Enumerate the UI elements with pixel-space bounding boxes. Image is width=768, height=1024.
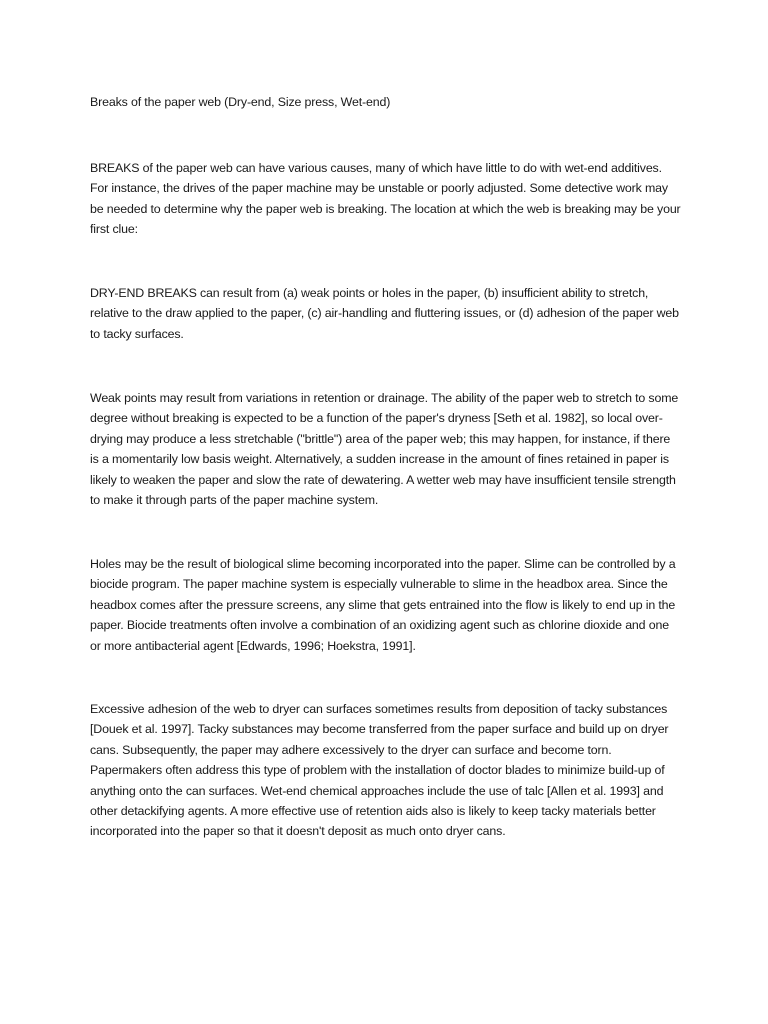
paragraph-weak-points: Weak points may result from variations in retention or drainage. The ability of the paper web to stretch to some degree without breaking is expected to be a function of the paper's dryness [Seth et al. 1982], so local over-drying may produce a less stretchable ("brittle") area of the paper web; this may happen, for instance, if there is a momentarily low basis weight. Alternatively, a sudden increase in the amount of fines retained in paper is likely to weaken the paper and slow the rate of dewatering. A wetter web may have insufficient tensile strength to make it through parts of the paper machine system.: [90, 391, 679, 508]
document-title: Breaks of the paper web (Dry-end, Size press, Wet-end): [90, 95, 391, 109]
paragraph-excessive-adhesion: Excessive adhesion of the web to dryer can surfaces sometimes results from deposition of tacky substances [Douek et al. 1997]. Tacky substances may become transferred from the paper surface and build up on dryer cans. Subsequently, the paper may adhere excessively to the dryer can surface and become torn. Papermakers often address this type of problem with the installation of doctor blades to minimize build-up of anything onto the can surfaces. Wet-end chemical approaches include the use of talc [Allen et al. 1993] and other detackifying agents. A more effective use of retention aids also is likely to keep tacky materials better incorporated into the paper so that it doesn't deposit as much onto dryer cans.: [90, 702, 669, 839]
paragraph-holes: Holes may be the result of biological slime becoming incorporated into the paper. Slime can be controlled by a biocide program. The paper machine system is especially vulnerable to slime in the headbox area. Since the headbox comes after the pressure screens, any slime that gets entrained into the flow is likely to end up in the paper. Biocide treatments often involve a combination of an oxidizing agent such as chlorine dioxide and one or more antibacterial agent [Edwards, 1996; Hoekstra, 1991].: [90, 557, 676, 653]
paragraph-dry-end-breaks: DRY-END BREAKS can result from (a) weak points or holes in the paper, (b) insufficient ability to stretch, relative to the draw applied to the paper, (c) air-handling and fluttering issues, or (d) adhesion of the paper web to tacky surfaces.: [90, 286, 679, 341]
paragraph-breaks-overview: BREAKS of the paper web can have various causes, many of which have little to do with wet-end additives. For instance, the drives of the paper machine may be unstable or poorly adjusted. Some detective work may be needed to determine why the paper web is breaking. The location at which the web is breaking may be your first clue:: [90, 161, 681, 237]
